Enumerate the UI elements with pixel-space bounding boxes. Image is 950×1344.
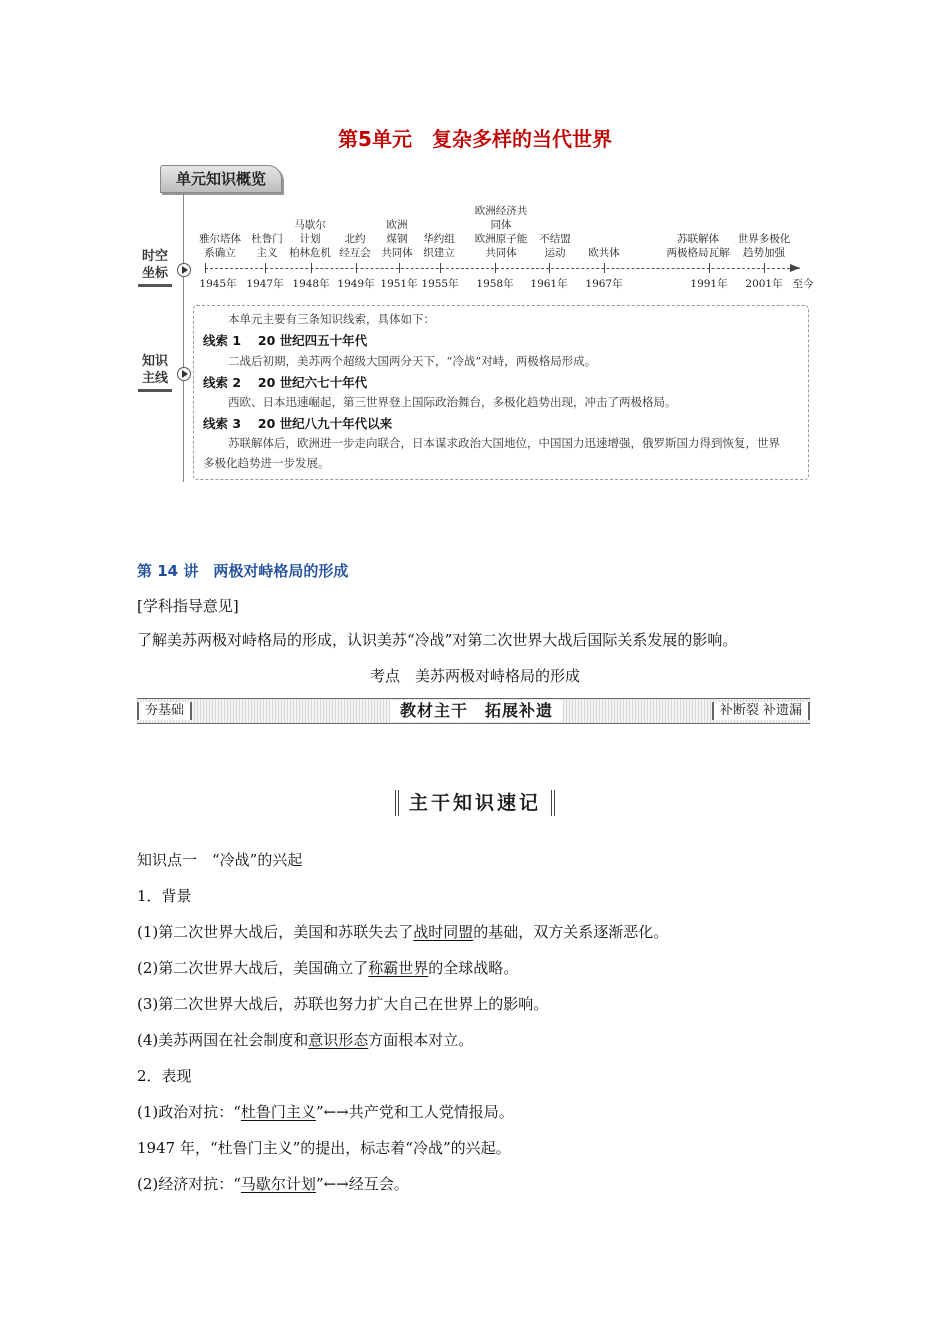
bg-item-2: (2)第二次世界大战后，美国确立了称霸世界的全球战略。 <box>137 959 519 977</box>
knowledge-play-icon <box>177 367 191 381</box>
timeline-axis <box>205 268 800 269</box>
timeline-year: 1948年 <box>292 278 330 290</box>
timeline-year: 1955年 <box>421 278 459 290</box>
timeline-tick <box>709 263 710 273</box>
timeline-year: 1947年 <box>246 278 284 290</box>
timeline-year: 1961年 <box>530 278 568 290</box>
timeline-tick <box>440 263 441 273</box>
timeline-tick <box>356 263 357 273</box>
band-left-label: 夯基础 <box>137 702 192 720</box>
timeline-label: 时空 坐标 <box>138 248 172 287</box>
clue-3-text-cont: 多极化趋势进一步发展。 <box>203 456 330 470</box>
timeline-tick <box>265 263 266 273</box>
bg-item-1: (1)第二次世界大战后，美国和苏联失去了战时同盟的基础，双方关系逐渐恶化。 <box>137 923 669 941</box>
kp1-title: 知识点一 “冷战”的兴起 <box>137 851 303 869</box>
clue-2-title: 线索 2 20 世纪六七十年代 <box>203 375 368 390</box>
timeline-event: 欧洲经济共 同体 欧洲原子能 共同体 <box>474 205 528 259</box>
lecture-title: 第 14 讲 两极对峙格局的形成 <box>137 562 349 580</box>
timeline-play-icon <box>177 263 191 277</box>
band-right-label: 补断裂 补遗漏 <box>712 702 810 720</box>
manifest-item-1: (1)政治对抗：“杜鲁门主义”←→共产党和工人党情报局。 <box>137 1103 514 1121</box>
section-title: 主干知识速记 <box>0 790 950 816</box>
overview-tab: 单元知识概览 <box>160 165 282 193</box>
timeline-tick <box>205 263 206 273</box>
manifest-item-2: (2)经济对抗：“马歇尔计划”←→经互会。 <box>137 1175 409 1193</box>
timeline-event: 北约 经互会 <box>339 233 371 259</box>
timeline-year: 1945年 <box>199 278 237 290</box>
knowledge-intro: 本单元主要有三条知识线索，具体如下： <box>228 312 435 326</box>
manifest-note: 1947 年，“杜鲁门主义”的提出，标志着“冷战”的兴起。 <box>137 1139 511 1157</box>
timeline-year: 1958年 <box>476 278 514 290</box>
timeline-event: 马歇尔 计划 柏林危机 <box>289 219 331 259</box>
timeline-event: 世界多极化 趋势加强 <box>737 233 791 259</box>
timeline-event: 华约组 织建立 <box>423 233 455 259</box>
timeline-tick <box>549 263 550 273</box>
clue-2-text: 西欧、日本迅速崛起，第三世界登上国际政治舞台，多极化趋势出现，冲击了两极格局。 <box>228 395 677 409</box>
timeline-year: 1991年 <box>690 278 728 290</box>
clue-1-text: 二战后初期，美苏两个超级大国两分天下，“冷战”对峙，两极格局形成。 <box>228 354 597 368</box>
exam-point: 考点 美苏两极对峙格局的形成 <box>369 667 580 685</box>
manifest-heading: 2．表现 <box>137 1067 192 1085</box>
timeline-tick <box>495 263 496 273</box>
timeline-event: 欧洲 煤钢 共同体 <box>381 219 413 259</box>
timeline-event: 雅尔塔体 系确立 <box>199 233 241 259</box>
timeline-event: 杜鲁门 主义 <box>251 233 283 259</box>
clue-1-title: 线索 1 20 世纪四五十年代 <box>203 333 368 348</box>
timeline-tick <box>311 263 312 273</box>
section-band <box>137 698 810 724</box>
unit-title: 第5单元 复杂多样的当代世界 <box>338 127 612 151</box>
timeline-event: 欧共体 <box>588 247 620 259</box>
bg-item-3: (3)第二次世界大战后，苏联也努力扩大自己在世界上的影响。 <box>137 995 549 1013</box>
clue-3-text: 苏联解体后，欧洲进一步走向联合，日本谋求政治大国地位，中国国力迅速增强，俄罗斯国力得到恢复，世界 <box>228 436 780 450</box>
background-heading: 1．背景 <box>137 887 192 905</box>
guidance-label: [学科指导意见] <box>137 597 239 615</box>
timeline-year: 1949年 <box>337 278 375 290</box>
timeline-event: 不结盟 运动 <box>539 233 571 259</box>
timeline-year: 1967年 <box>585 278 623 290</box>
timeline-year: 1951年 <box>380 278 418 290</box>
timeline-year: 至今 <box>792 278 814 290</box>
knowledge-label: 知识 主线 <box>138 353 172 392</box>
timeline-arrow-icon <box>790 264 800 272</box>
guidance-text: 了解美苏两极对峙格局的形成，认识美苏“冷战”对第二次世界大战后国际关系发展的影响。 <box>137 631 738 649</box>
timeline-tick <box>604 263 605 273</box>
timeline-event: 苏联解体 两极格局瓦解 <box>666 233 730 259</box>
bg-item-4: (4)美苏两国在社会制度和意识形态方面根本对立。 <box>137 1031 474 1049</box>
band-title: 教材主干 拓展补遗 <box>390 700 563 722</box>
timeline-year: 2001年 <box>745 278 783 290</box>
clue-3-title: 线索 3 20 世纪八九十年代以来 <box>203 416 393 431</box>
timeline-tick <box>764 263 765 273</box>
timeline-tick <box>399 263 400 273</box>
